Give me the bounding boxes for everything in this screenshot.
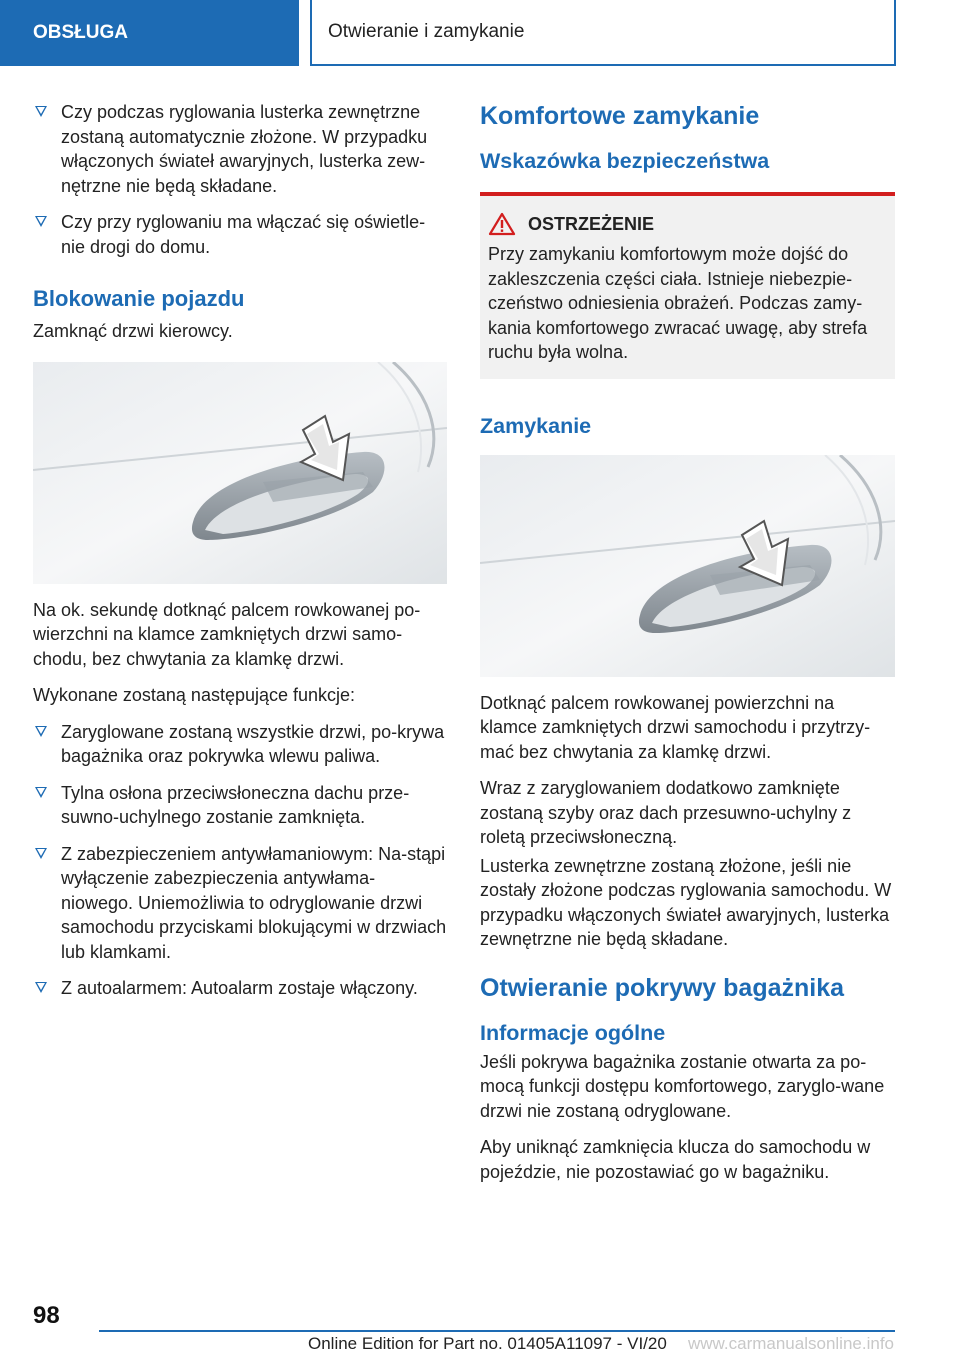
key-warning-text: Aby uniknąć zamknięcia klucza do samochodu w pojeździe, nie pozostawiać go w bagażniku.: [480, 1137, 871, 1182]
warning-title: OSTRZEŻENIE: [528, 213, 655, 234]
chapter-title: Otwieranie i zamykanie: [310, 0, 896, 66]
list-item: Zaryglowane zostaną wszystkie drzwi, po‐krywa bagażnika oraz pokrywka wlewu paliwa.: [33, 720, 447, 769]
general-info-text: Jeśli pokrywa bagażnika zostanie otwarta za po‐mocą funkcji dostępu komfortowego, zaryglo‐wane drzwi nie zostaną odryglowane.: [480, 1051, 885, 1121]
triangle-bullet-icon: [35, 787, 47, 798]
list-item: Czy podczas ryglowania lusterka zewnętrzne zostaną automatycznie złożone. W przypadku włączonych świateł awaryjnych, lusterka zew‐nętrzne nie będą składane.: [33, 100, 447, 198]
triangle-bullet-icon: [35, 848, 47, 859]
list-item: Z zabezpieczeniem antywłamaniowym: Na‐stąpi wyłączenie zabezpieczenia antywłama‐niowego. Uniemożliwia to odryglowanie drzwi samochodu przyciskami blokującymi w drzwiach lub klamkami.: [33, 842, 447, 965]
triangle-bullet-icon: [35, 982, 47, 993]
touch-instruction: Na ok. sekundę dotknąć palcem rowkowanej po‐wierzchni na klamce zamkniętych drzwi samo‐chodu, bez chwytania za klamkę drzwi.: [33, 599, 421, 669]
mirror-bullet-list: [33, 100, 447, 259]
closing-instruction: Dotknąć palcem rowkowanej powierzchni na klamce zamkniętych drzwi samochodu i przytrzy‐mać bez chwytania za klamkę drzwi.: [480, 692, 871, 762]
heading-safety-note: Wskazówka bezpieczeństwa: [480, 149, 770, 173]
page-header: [0, 0, 960, 66]
heading-general-info: Informacje ogólne: [480, 1020, 666, 1045]
page-footer: [33, 1298, 895, 1362]
list-item: Tylna osłona przeciwsłoneczna dachu prze‐suwno-uchylnego zostanie zamknięta.: [33, 781, 447, 830]
door-handle-closing-illustration: [480, 455, 894, 677]
watermark-text: www.carmanualsonline.info: [688, 1334, 894, 1353]
list-item: Z autoalarmem: Autoalarm zostaje włączony.: [33, 976, 447, 1001]
triangle-bullet-icon: [35, 106, 47, 117]
warning-box: [480, 192, 895, 379]
edition-info: Online Edition for Part no. 01405A11097 - VI/20: [308, 1334, 667, 1353]
warning-text: Przy zamykaniu komfortowym może dojść do zakleszczenia części ciała. Istnieje niebezpie‐czeństwo odniesienia obrażeń. Podczas zamy‐kania komfortowego zwracać uwagę, aby strefa ruchu była wolna.: [488, 244, 868, 362]
intro-text: Zamknąć drzwi kierowcy.: [33, 321, 233, 341]
left-column: [33, 100, 447, 1013]
right-column: [480, 100, 895, 1196]
triangle-bullet-icon: [35, 216, 47, 227]
triangle-bullet-icon: [35, 726, 47, 737]
list-item: Czy przy ryglowaniu ma włączać się oświetle‐nie drogi do domu.: [33, 210, 447, 259]
heading-comfort-closing: Komfortowe zamykanie: [480, 102, 760, 130]
page-number: 98: [33, 1302, 60, 1329]
functions-bullet-list: [33, 720, 447, 1001]
functions-intro: Wykonane zostaną następujące funkcje:: [33, 685, 356, 705]
heading-trunk-opening: Otwieranie pokrywy bagażnika: [480, 973, 845, 1002]
closing-windows-text: Wraz z zaryglowaniem dodatkowo zamknięte zostaną szyby oraz dach przesuwno-uchylny z roletą przeciwsłoneczną.: [480, 778, 852, 847]
section-heading-locking: Blokowanie pojazdu: [33, 286, 245, 311]
closing-mirrors-text: Lusterka zewnętrzne zostaną złożone, jeśli nie zostały złożone podczas ryglowania samochodu. W przypadku włączonych świateł awaryjnych, lusterka zewnętrzne nie będą składane.: [480, 855, 892, 949]
section-tab: OBSŁUGA: [0, 0, 299, 66]
heading-closing: Zamykanie: [480, 413, 592, 438]
door-handle-illustration: [33, 362, 447, 584]
warning-triangle-icon: [488, 212, 516, 236]
footer-divider: [99, 1330, 895, 1332]
